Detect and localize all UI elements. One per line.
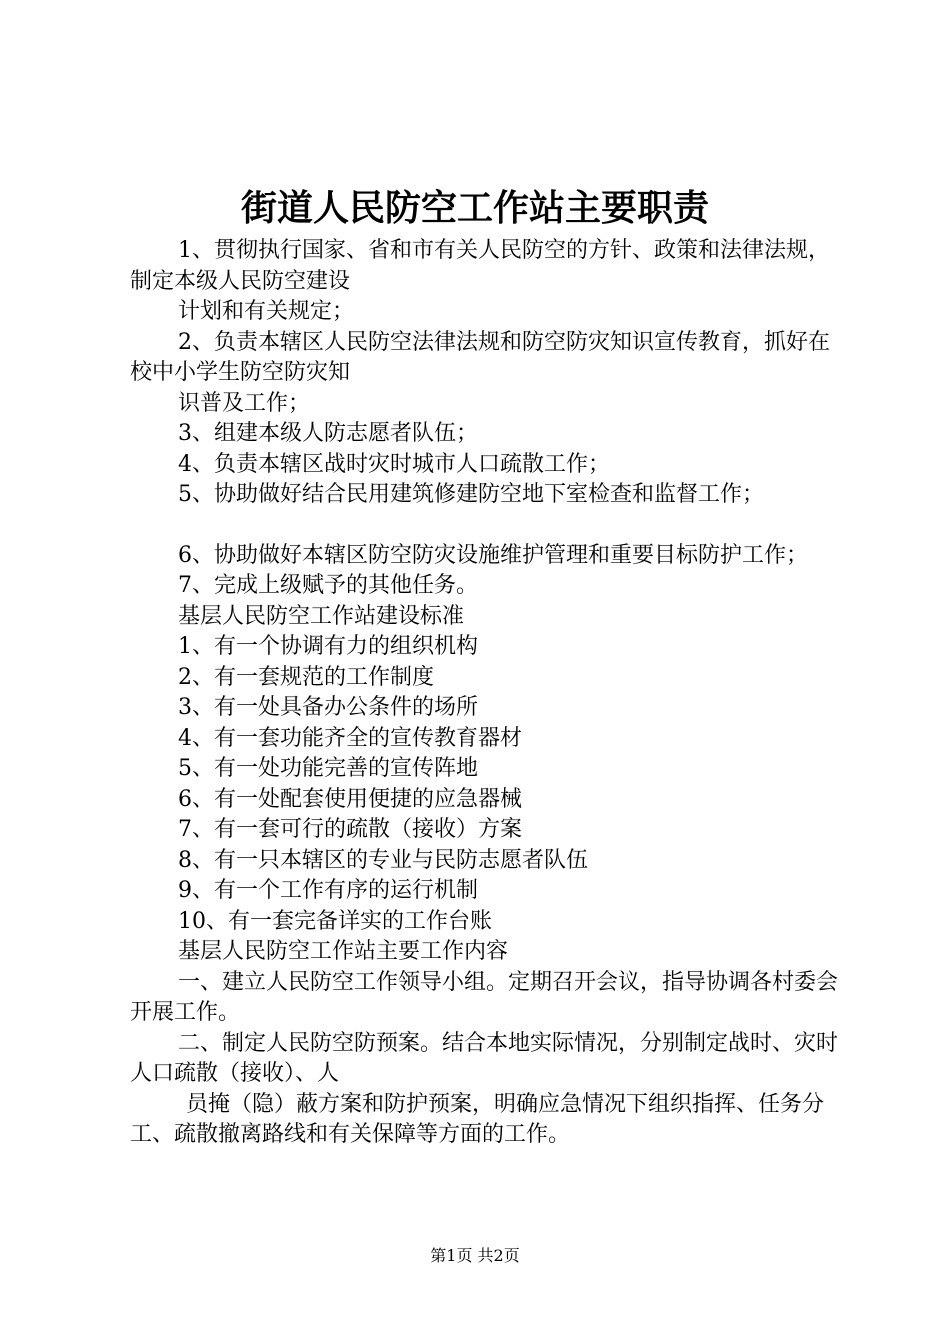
paragraph-duty-1-cont: 计划和有关规定； <box>178 299 355 324</box>
standard-item-2: 2、有一套规范的工作制度 <box>178 664 434 690</box>
paragraph-duty-3: 3、组建本级人防志愿者队伍； <box>178 421 478 446</box>
standard-item-10: 10、有一套完备详实的工作台账 <box>178 908 492 934</box>
paragraph-duty-7: 7、完成上级赋予的其他任务。 <box>178 573 478 598</box>
paragraph-duty-5: 5、协助做好结合民用建筑修建防空地下室检查和监督工作； <box>178 482 764 507</box>
paragraph-duty-6: 6、协助做好本辖区防空防灾设施维护管理和重要目标防护工作； <box>178 542 808 568</box>
work-content-1: 一、建立人民防空工作领导小组。定期召开会议，指导协调各村委会开展工作。 <box>130 969 839 1025</box>
document-title: 街道人民防空工作站主要职责 <box>240 187 709 229</box>
standard-item-7: 7、有一套可行的疏散（接收）方案 <box>178 817 522 842</box>
paragraph-duty-2-cont: 识普及工作； <box>178 390 311 416</box>
section-heading-standards: 基层人民防空工作站建设标准 <box>178 603 465 629</box>
standard-item-6: 6、有一处配套使用便捷的应急器械 <box>178 786 522 812</box>
work-content-2: 二、制定人民防空防预案。结合本地实际情况，分别制定战时、灾时人口疏散（接收）、人 <box>130 1030 839 1086</box>
paragraph-duty-2: 2、负责本辖区人民防空法律法规和防空防灾知识宣传教育，抓好在校中小学生防空防灾知 <box>130 329 830 385</box>
work-content-2-cont: 员掩（隐）蔽方案和防护预案，明确应急情况下组织指挥、任务分工、疏散撤离路线和有关保障等方面的工作。 <box>130 1091 825 1147</box>
standard-item-3: 3、有一处具备办公条件的场所 <box>178 695 478 720</box>
standard-item-8: 8、有一只本辖区的专业与民防志愿者队伍 <box>178 847 588 873</box>
paragraph-duty-4: 4、负责本辖区战时灾时城市人口疏散工作； <box>178 451 610 477</box>
standard-item-5: 5、有一处功能完善的宣传阵地 <box>178 756 478 781</box>
blank-line <box>130 511 842 541</box>
document-body <box>130 236 842 1151</box>
standard-item-1: 1、有一个协调有力的组织机构 <box>178 634 478 659</box>
paragraph-duty-1: 1、贯彻执行国家、省和市有关人民防空的方针、政策和法律法规，制定本级人民防空建设 <box>130 238 830 294</box>
section-heading-work-content: 基层人民防空工作站主要工作内容 <box>178 939 509 964</box>
page-footer: 第1页 共2页 <box>430 1246 520 1265</box>
standard-item-4: 4、有一套功能齐全的宣传教育器材 <box>178 725 522 751</box>
standard-item-9: 9、有一个工作有序的运行机制 <box>178 878 478 903</box>
